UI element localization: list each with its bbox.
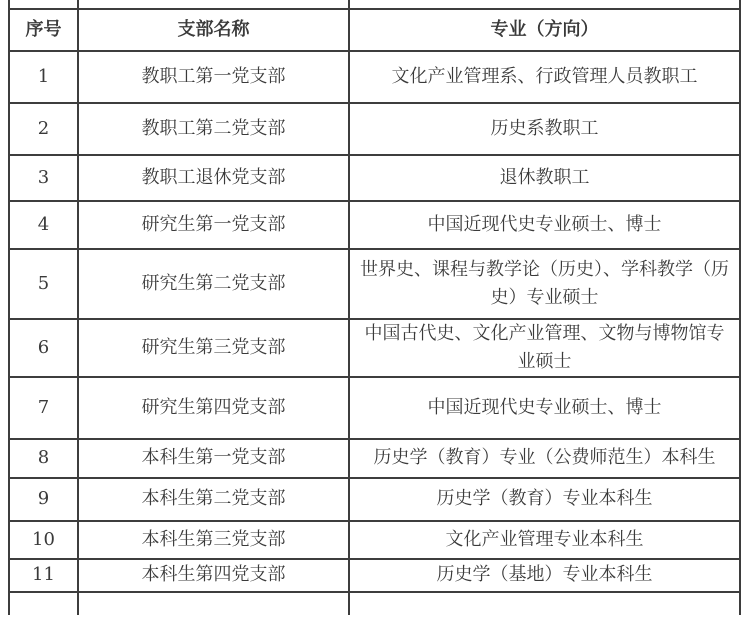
cell-branch: 研究生第一党支部 bbox=[78, 201, 349, 249]
table-row bbox=[9, 559, 740, 592]
cell-no: 6 bbox=[9, 319, 78, 377]
cropped-cell bbox=[349, 0, 740, 9]
table-row bbox=[9, 103, 740, 155]
table-row bbox=[9, 319, 740, 377]
header-cell-branch: 支部名称 bbox=[78, 9, 349, 51]
table-row bbox=[9, 201, 740, 249]
cell-branch: 教职工第二党支部 bbox=[78, 103, 349, 155]
cell-no: 3 bbox=[9, 155, 78, 201]
cell-branch: 教职工第一党支部 bbox=[78, 51, 349, 103]
cell-branch: 研究生第三党支部 bbox=[78, 319, 349, 377]
cell-branch: 本科生第四党支部 bbox=[78, 559, 349, 592]
cell-no: 4 bbox=[9, 201, 78, 249]
cell-branch: 教职工退休党支部 bbox=[78, 155, 349, 201]
cell-no: 10 bbox=[9, 521, 78, 559]
table-row bbox=[9, 478, 740, 521]
table-row bbox=[9, 155, 740, 201]
cell-major: 文化产业管理专业本科生 bbox=[349, 521, 740, 559]
cropped-cell bbox=[9, 0, 78, 9]
cell-major: 历史学（教育）专业本科生 bbox=[349, 478, 740, 521]
cropped-row-top bbox=[9, 0, 740, 9]
table-row bbox=[9, 521, 740, 559]
table-header-row bbox=[9, 9, 740, 51]
party-branch-table bbox=[8, 0, 741, 615]
cropped-cell bbox=[78, 0, 349, 9]
cell-no: 11 bbox=[9, 559, 78, 592]
cropped-cell bbox=[349, 592, 740, 615]
cropped-row-bottom bbox=[9, 592, 740, 615]
cropped-cell bbox=[9, 592, 78, 615]
cell-no: 9 bbox=[9, 478, 78, 521]
cell-no: 1 bbox=[9, 51, 78, 103]
cell-major: 中国近现代史专业硕士、博士 bbox=[349, 377, 740, 439]
table-row bbox=[9, 439, 740, 478]
table-row bbox=[9, 377, 740, 439]
cell-branch: 研究生第二党支部 bbox=[78, 249, 349, 319]
cell-no: 5 bbox=[9, 249, 78, 319]
cell-major: 中国古代史、文化产业管理、文物与博物馆专业硕士 bbox=[349, 319, 740, 377]
cell-branch: 研究生第四党支部 bbox=[78, 377, 349, 439]
table-row bbox=[9, 249, 740, 319]
cell-major: 中国近现代史专业硕士、博士 bbox=[349, 201, 740, 249]
cell-major: 世界史、课程与教学论（历史）、学科教学（历史）专业硕士 bbox=[349, 249, 740, 319]
cell-major: 历史学（教育）专业（公费师范生）本科生 bbox=[349, 439, 740, 478]
cell-branch: 本科生第二党支部 bbox=[78, 478, 349, 521]
cell-no: 2 bbox=[9, 103, 78, 155]
header-cell-major: 专业（方向） bbox=[349, 9, 740, 51]
cell-major: 历史系教职工 bbox=[349, 103, 740, 155]
cell-branch: 本科生第三党支部 bbox=[78, 521, 349, 559]
cell-major: 历史学（基地）专业本科生 bbox=[349, 559, 740, 592]
cell-major: 文化产业管理系、行政管理人员教职工 bbox=[349, 51, 740, 103]
cropped-cell bbox=[78, 592, 349, 615]
cell-branch: 本科生第一党支部 bbox=[78, 439, 349, 478]
cell-major: 退休教职工 bbox=[349, 155, 740, 201]
cell-no: 8 bbox=[9, 439, 78, 478]
header-cell-no: 序号 bbox=[9, 9, 78, 51]
cell-no: 7 bbox=[9, 377, 78, 439]
table-row bbox=[9, 51, 740, 103]
